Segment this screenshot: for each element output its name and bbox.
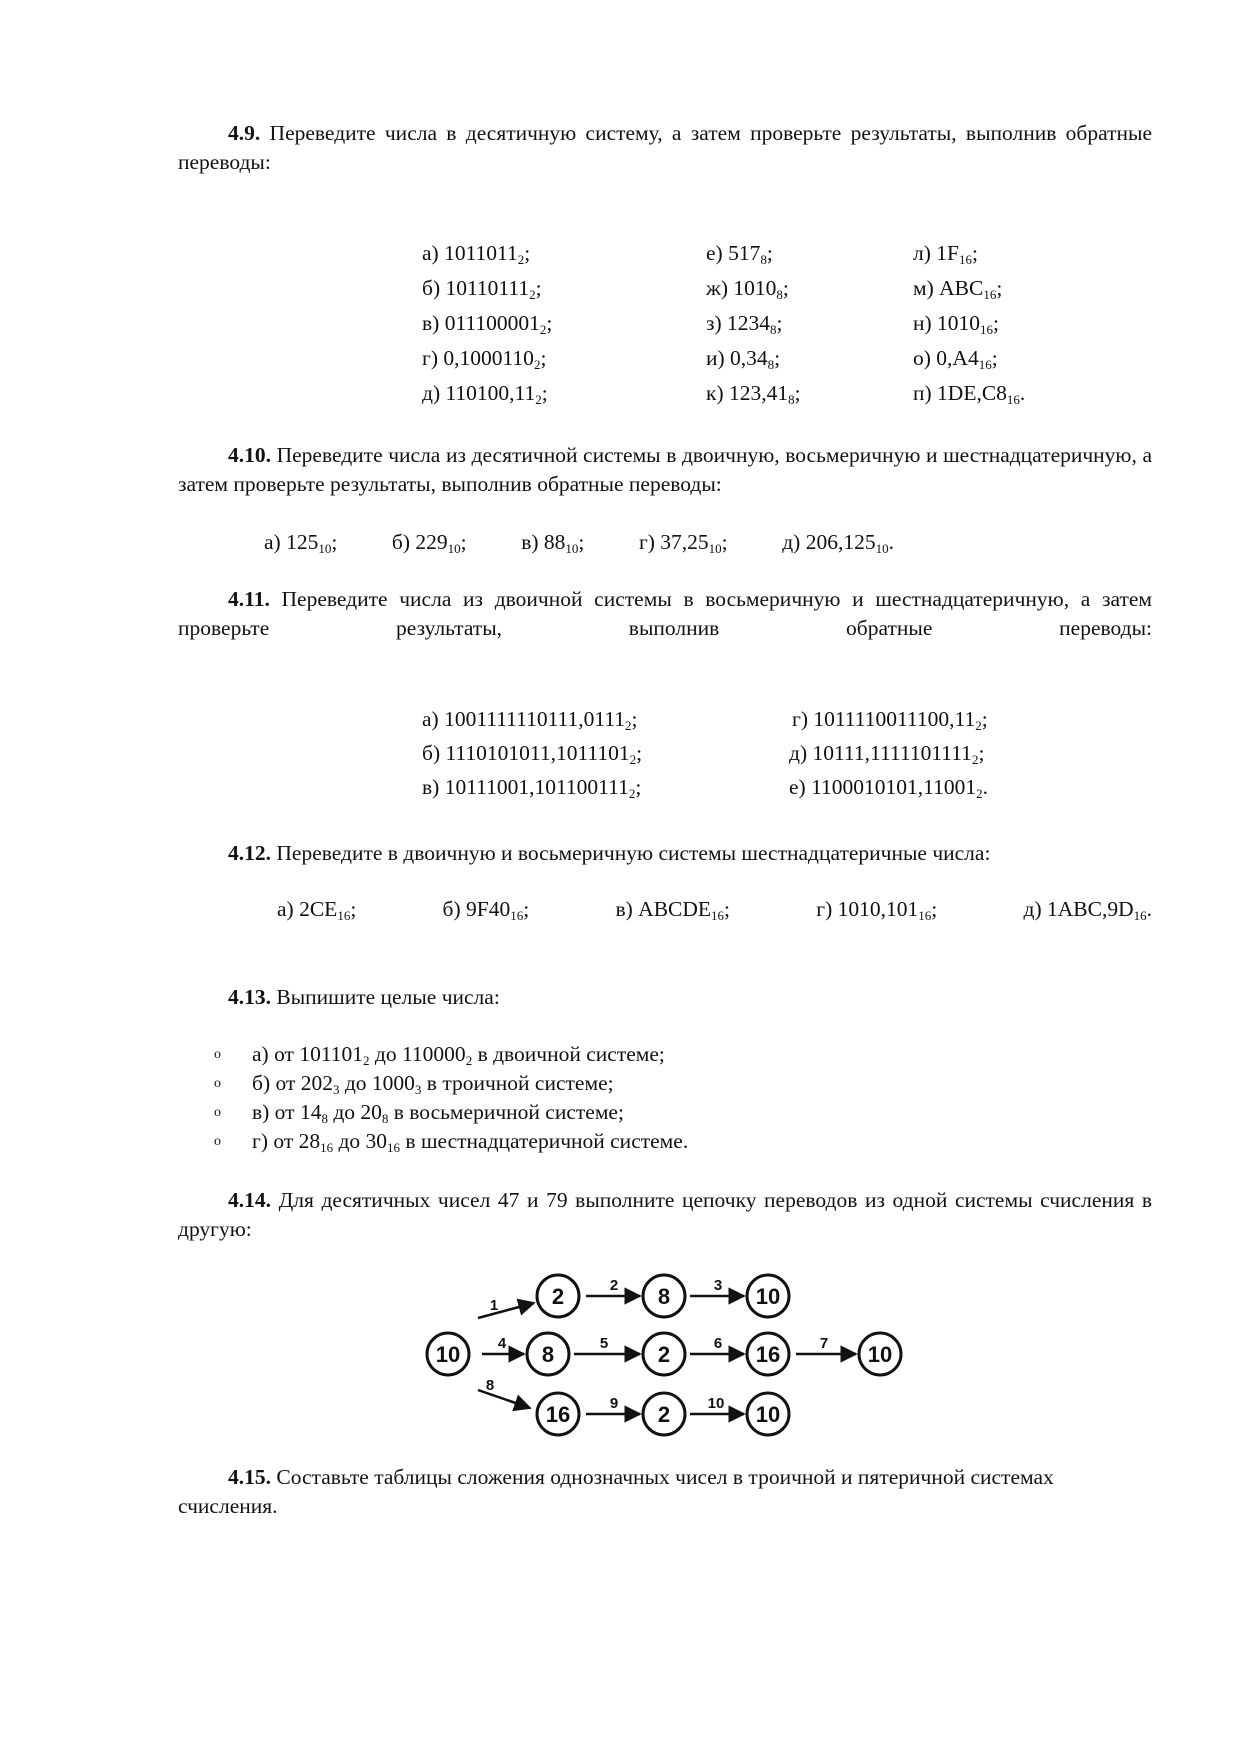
- list-item: а) $1011011_2$;: [422, 241, 531, 267]
- node-label: 10: [755, 1284, 781, 1309]
- list-item: е) $1100010101,11001_2$.: [789, 775, 988, 801]
- task-4-14: [178, 1186, 1152, 1244]
- list-item: в) $ABCDE_{16}$;: [615, 897, 731, 923]
- edge-label: 5: [599, 1335, 609, 1352]
- list-item: б) $10110111_2$;: [422, 276, 542, 302]
- node-label: 16: [545, 1402, 571, 1427]
- list-item: в) $011100001_2$;: [422, 311, 553, 337]
- node-label: 10: [755, 1402, 781, 1427]
- list-item: б) от $202_3$ до $1000_3$ в троичной системе;: [252, 1071, 614, 1097]
- list-item: к) $123,41_8$;: [706, 381, 801, 407]
- node-label: 8: [657, 1284, 671, 1309]
- task-text: Выпишите целые числа:: [276, 985, 500, 1009]
- task-text: Переведите числа из десятичной системы в двоичную, восьмеричную и шестнадцатеричную, а затем проверьте результаты, выполнив обратные переводы:: [178, 443, 1153, 496]
- list-item: б) $9F40_{16}$;: [442, 897, 530, 923]
- task-number: 4.10.: [228, 443, 271, 467]
- list-item: б) $229_{10}$;: [391, 530, 467, 556]
- task-text: Переведите числа из двоичной системы в восьмеричную и шестнадцатеричную, а затем проверьте результаты, выполнив обратные переводы:: [178, 587, 1152, 640]
- list-item: в) $88_{10}$;: [521, 530, 585, 556]
- task-4-10: [178, 441, 1152, 499]
- task-4-15: [178, 1463, 1108, 1521]
- task-4-12: [178, 839, 1152, 868]
- list-item: ж) $1010_8$;: [706, 276, 789, 302]
- edge-label: 10: [707, 1395, 725, 1412]
- list-item: з) $1234_8$;: [706, 311, 783, 337]
- list-item: л) $1F_{16}$;: [913, 241, 978, 267]
- list-item: д) $206,125_{10}$.: [782, 530, 894, 556]
- list-item: г) от $28_{16}$ до $30_{16}$ в шестнадцатеричной системе.: [252, 1129, 689, 1155]
- node-label: 2: [551, 1284, 565, 1309]
- bullet-icon: o: [214, 1134, 221, 1149]
- task-4-12-items: [277, 895, 1152, 924]
- edge-label: 9: [609, 1395, 619, 1412]
- task-4-11: [178, 585, 1152, 643]
- list-item: о) $0,A4_{16}$;: [913, 346, 998, 372]
- conversion-chain-diagram: [420, 1268, 910, 1440]
- task-number: 4.12.: [228, 841, 271, 865]
- bullet-icon: o: [214, 1105, 221, 1120]
- bullet-icon: o: [214, 1076, 221, 1091]
- task-number: 4.14.: [228, 1188, 271, 1212]
- edge-line: [478, 1303, 534, 1318]
- list-item: а) $1001111110111,0111_2$;: [422, 707, 638, 733]
- list-item: в) от $14_8$ до $20_8$ в восьмеричной системе;: [252, 1100, 624, 1126]
- edge-label: 7: [819, 1335, 829, 1352]
- task-text: Переведите в двоичную и восьмеричную системы шестнадцатеричные числа:: [276, 841, 991, 865]
- edge-label: 4: [497, 1335, 507, 1352]
- list-item: п) $1DE,C8_{16}$.: [913, 381, 1026, 407]
- edge-label: 3: [713, 1277, 723, 1294]
- task-number: 4.13.: [228, 985, 271, 1009]
- list-item: а) $125_{10}$;: [264, 530, 338, 556]
- task-4-10-items: [264, 528, 894, 557]
- bullet-icon: o: [214, 1047, 221, 1062]
- list-item: а) $2CE_{16}$;: [277, 897, 357, 923]
- task-4-9: [178, 119, 1152, 177]
- list-item: д) $10111,1111101111_2$;: [789, 741, 985, 767]
- node-label: 8: [541, 1342, 555, 1367]
- list-item: д) $1ABC,9D_{16}$.: [1023, 897, 1152, 923]
- list-item: г) $1011110011100,11_2$;: [792, 707, 988, 733]
- list-item: е) $517_8$;: [706, 241, 773, 267]
- node-label: 2: [657, 1402, 671, 1427]
- list-item: г) $37,25_{10}$;: [638, 530, 728, 556]
- list-item: г) $1010,101_{16}$;: [816, 897, 938, 923]
- list-item: а) от $101101_2$ до $110000_2$ в двоичной системе;: [252, 1042, 665, 1068]
- task-number: 4.15.: [228, 1465, 271, 1489]
- node-label: 10: [435, 1342, 461, 1367]
- list-item: д) $110100,11_2$;: [422, 381, 548, 407]
- node-label: 16: [755, 1342, 781, 1367]
- task-text: Переведите числа в десятичную систему, а затем проверьте результаты, выполнив обратные переводы:: [178, 121, 1152, 174]
- edge-label: 8: [485, 1377, 495, 1394]
- task-4-13: [178, 983, 1152, 1012]
- edge-label: 6: [713, 1335, 723, 1352]
- task-text: Для десятичных чисел 47 и 79 выполните цепочку переводов из одной системы счисления в другую:: [178, 1188, 1153, 1241]
- task-text: Составьте таблицы сложения однозначных чисел в троичной и пятеричной системах счисления.: [178, 1465, 1054, 1518]
- list-item: н) $1010_{16}$;: [913, 311, 1000, 337]
- list-item: и) $0,34_8$;: [706, 346, 781, 372]
- edge-label: 2: [609, 1277, 619, 1294]
- node-label: 2: [657, 1342, 671, 1367]
- node-label: 10: [867, 1342, 893, 1367]
- edge-label: 1: [489, 1297, 499, 1314]
- list-item: м) $ABC_{16}$;: [913, 276, 1003, 302]
- task-number: 4.11.: [228, 587, 270, 611]
- list-item: г) $0,1000110_2$;: [422, 346, 547, 372]
- list-item: б) $1110101011,1011101_2$;: [422, 741, 643, 767]
- list-item: в) $10111001,101100111_2$;: [422, 775, 642, 801]
- task-number: 4.9.: [228, 121, 261, 145]
